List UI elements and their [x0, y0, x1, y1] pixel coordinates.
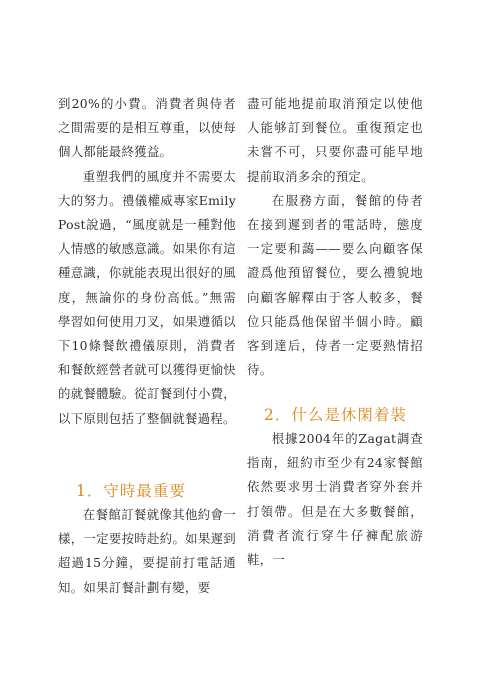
right-column — [247, 92, 423, 382]
left-section-body — [58, 503, 236, 600]
paragraph-cancel: 盡可能地提前取消預定以使他人能够訂到餐位。重復預定也未嘗不可，只要你盡可能早地提前取消多余的預定。 — [247, 96, 423, 184]
paragraph-punctuality: 在餐館訂餐就像其他約會一樣，一定要按時赴約。如果遲到超過15分鐘，要提前打電話通知。如果訂餐計劃有變，要 — [58, 507, 236, 595]
section-heading-casual-dress: 2．什么是休閑着裝 — [264, 406, 407, 424]
paragraph-dress-code: 根據2004年的Zagat調查指南，紐約市至少有24家餐館依然要求男士消費者穿外套并打領帶。但是在大多數餐館，消費者流行穿牛仔褲配旅游鞋，一 — [247, 431, 423, 568]
right-section-body — [247, 427, 423, 572]
paragraph-manners: 重塑我們的風度并不需要太大的努力。禮儀權威專家Emily Post說過，“風度就是一種對他人情感的敏感意識。如果你有這種意識，你就能表現出很好的風度，無論你的身份高低。”無需學習如何使用刀叉，如果遵循以下10條餐飲禮儀原則，消費者和餐飲經營者就可以獲得更愉快的就餐體驗。從訂餐到付小費，以下原則包括了整個就餐過程。 — [58, 168, 236, 426]
left-column — [58, 92, 236, 431]
section-heading-punctuality: 1．守時最重要 — [76, 482, 186, 500]
paragraph-service: 在服務方面，餐館的侍者在接到遲到者的電話時，態度一定要和藹——要么向顧客保證爲他預留餐位，要么禮貌地向顧客解釋由于客人較多，餐位只能爲他保留半個小時。顧客到達后，侍者一定要熱情招待。 — [247, 192, 423, 378]
paragraph-continuation: 到20%的小費。消費者與侍者之間需要的是相互尊重，以使每個人都能最終獲益。 — [58, 96, 236, 160]
